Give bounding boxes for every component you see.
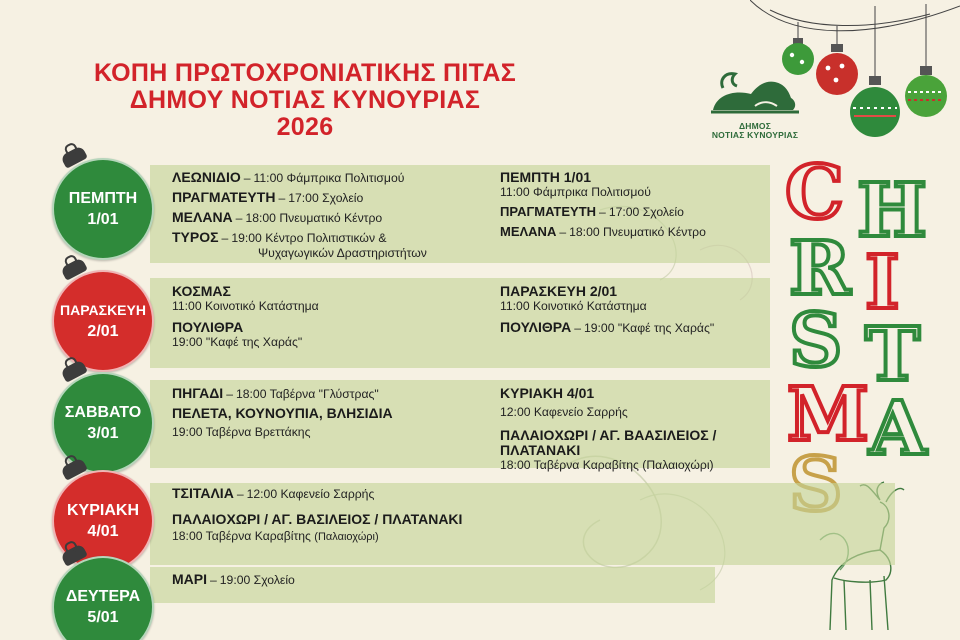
list-item: 19:00 "Καφέ της Χαράς" xyxy=(172,335,303,349)
ornament-lime-icon xyxy=(905,75,947,117)
logo-text-1: ΔΗΜΟΣ xyxy=(738,121,772,131)
list-item: ΠΟΥΛΙΘΡΑ – 19:00 "Καφέ της Χαράς" xyxy=(500,319,715,335)
list-item: 12:00 Καφενείο Σαρρής xyxy=(500,405,628,419)
list-item: ΤΣΙΤΑΛΙΑ – 12:00 Καφενείο Σαρρής xyxy=(172,485,375,501)
schedule-friday-left xyxy=(172,284,319,355)
list-item: 18:00 Ταβέρνα Καραβίτης (Παλαιοχώρι) xyxy=(172,529,379,543)
schedule-saturday-left xyxy=(172,386,393,445)
place-title: ΠΑΛΑΙΟΧΩΡΙ / ΑΓ. ΒΑΣΙΛΕΙΟΣ / ΠΛΑΤΑΝΑΚΙ xyxy=(172,511,463,527)
badge-day: ΔΕΥΤΕΡΑ xyxy=(65,588,141,605)
list-item: ΛΕΩΝΙΔΙΟ – 11:00 Φάμπρικα Πολιτισμού xyxy=(172,169,405,185)
right-heading: ΚΥΡΙΑΚΗ 4/01 xyxy=(500,385,595,401)
ornament-cap-icon xyxy=(60,257,88,281)
place-title: ΚΟΣΜΑΣ xyxy=(172,283,231,299)
schedule-thursday-left xyxy=(172,170,427,261)
ornament-green-large-icon xyxy=(850,87,900,137)
list-item: 11:00 Κοινοτικό Κατάστημα xyxy=(172,299,319,313)
day-badge-thursday xyxy=(52,158,154,260)
ornament-green-icon xyxy=(782,43,814,75)
logo-text-2: ΝΟΤΙΑΣ ΚΥΝΟΥΡΙΑΣ xyxy=(711,130,799,140)
badge-date: 5/01 xyxy=(87,609,119,626)
page-title xyxy=(50,60,560,141)
list-item: ΠΡΑΓΜΑΤΕΥΤΗ – 17:00 Σχολείο xyxy=(500,204,684,219)
day-badge-monday xyxy=(52,556,154,640)
schedule-sunday-right xyxy=(500,386,716,478)
badge-day: ΣΑΒΒΑΤΟ xyxy=(64,404,142,421)
list-item: ΜΑΡΙ – 19:00 Σχολείο xyxy=(172,571,295,587)
right-heading: ΠΕΜΠΤΗ 1/01 xyxy=(500,169,592,185)
schedule-friday-right xyxy=(500,284,714,341)
title-line-1: ΚΟΠΗ ΠΡΩΤΟΧΡΟΝΙΑΤΙΚΗΣ ΠΙΤΑΣ xyxy=(93,59,517,87)
letter-r: R xyxy=(789,226,851,312)
badge-day: ΚΥΡΙΑΚΗ xyxy=(66,502,139,519)
badge-date: 4/01 xyxy=(87,523,119,540)
ornament-red-icon xyxy=(816,53,858,95)
letter-m: M xyxy=(787,372,869,458)
list-item: ΠΗΓΑΔΙ – 18:00 Ταβέρνα "Γλύστρας" xyxy=(172,385,379,401)
title-line-2: ΔΗΜΟΥ ΝΟΤΙΑΣ ΚΥΝΟΥΡΙΑΣ xyxy=(129,86,481,114)
title-year: 2026 xyxy=(276,113,334,141)
list-item: 11:00 Φάμπρικα Πολιτισμού xyxy=(500,185,651,199)
badge-date: 2/01 xyxy=(87,323,119,340)
badge-day: ΠΑΡΑΣΚΕΥΗ xyxy=(60,302,146,318)
schedule-thursday-right xyxy=(500,170,706,245)
list-item: 11:00 Κοινοτικό Κατάστημα xyxy=(500,299,647,313)
place-title: ΠΟΥΛΙΘΡΑ xyxy=(172,319,244,335)
christmas-lettering xyxy=(785,148,960,528)
list-item: ΜΕΛΑΝΑ – 18:00 Πνευματικό Κέντρο xyxy=(500,224,706,239)
schedule-monday-left xyxy=(172,572,295,593)
ornament-cap-icon xyxy=(60,145,88,169)
place-title: ΠΑΛΑΙΟΧΩΡΙ / ΑΓ. ΒΑΑΣΙΛΕΙΟΣ / xyxy=(500,427,717,443)
list-item: 19:00 Ταβέρνα Βρεττάκης xyxy=(172,425,311,439)
hanging-ornaments xyxy=(750,0,960,150)
letter-c: C xyxy=(785,150,844,236)
badge-date: 3/01 xyxy=(87,425,119,442)
badge-day: ΠΕΜΠΤΗ xyxy=(68,190,138,207)
list-item: ΤΥΡΟΣ – 19:00 Κέντρο Πολιτιστικών & Ψυχαγωγικών Δραστηριστήτων xyxy=(172,229,427,260)
schedule-sunday-left xyxy=(172,486,462,550)
list-item: 18:00 Ταβέρνα Καραβίτης (Παλαιοχώρι) xyxy=(500,458,714,472)
letter-s: S xyxy=(789,298,843,384)
place-title: ΠΕΛΕΤΑ, ΚΟΥΝΟΥΠΙΑ, ΒΛΗΣΙΔΙΑ xyxy=(172,405,393,421)
badge-date: 1/01 xyxy=(87,211,119,228)
right-heading: ΠΑΡΑΣΚΕΥΗ 2/01 xyxy=(500,283,618,299)
list-item: ΜΕΛΑΝΑ – 18:00 Πνευματικό Κέντρο xyxy=(172,209,383,225)
day-badge-friday xyxy=(52,270,154,372)
place-title: ΠΛΑΤΑΝΑΚΙ xyxy=(500,442,581,458)
list-item: ΠΡΑΓΜΑΤΕΥΤΗ – 17:00 Σχολείο xyxy=(172,189,364,205)
letter-i: I xyxy=(865,240,900,326)
letter-t: T xyxy=(865,312,921,398)
letter-a: A xyxy=(869,386,927,472)
letter-h: H xyxy=(857,168,927,254)
